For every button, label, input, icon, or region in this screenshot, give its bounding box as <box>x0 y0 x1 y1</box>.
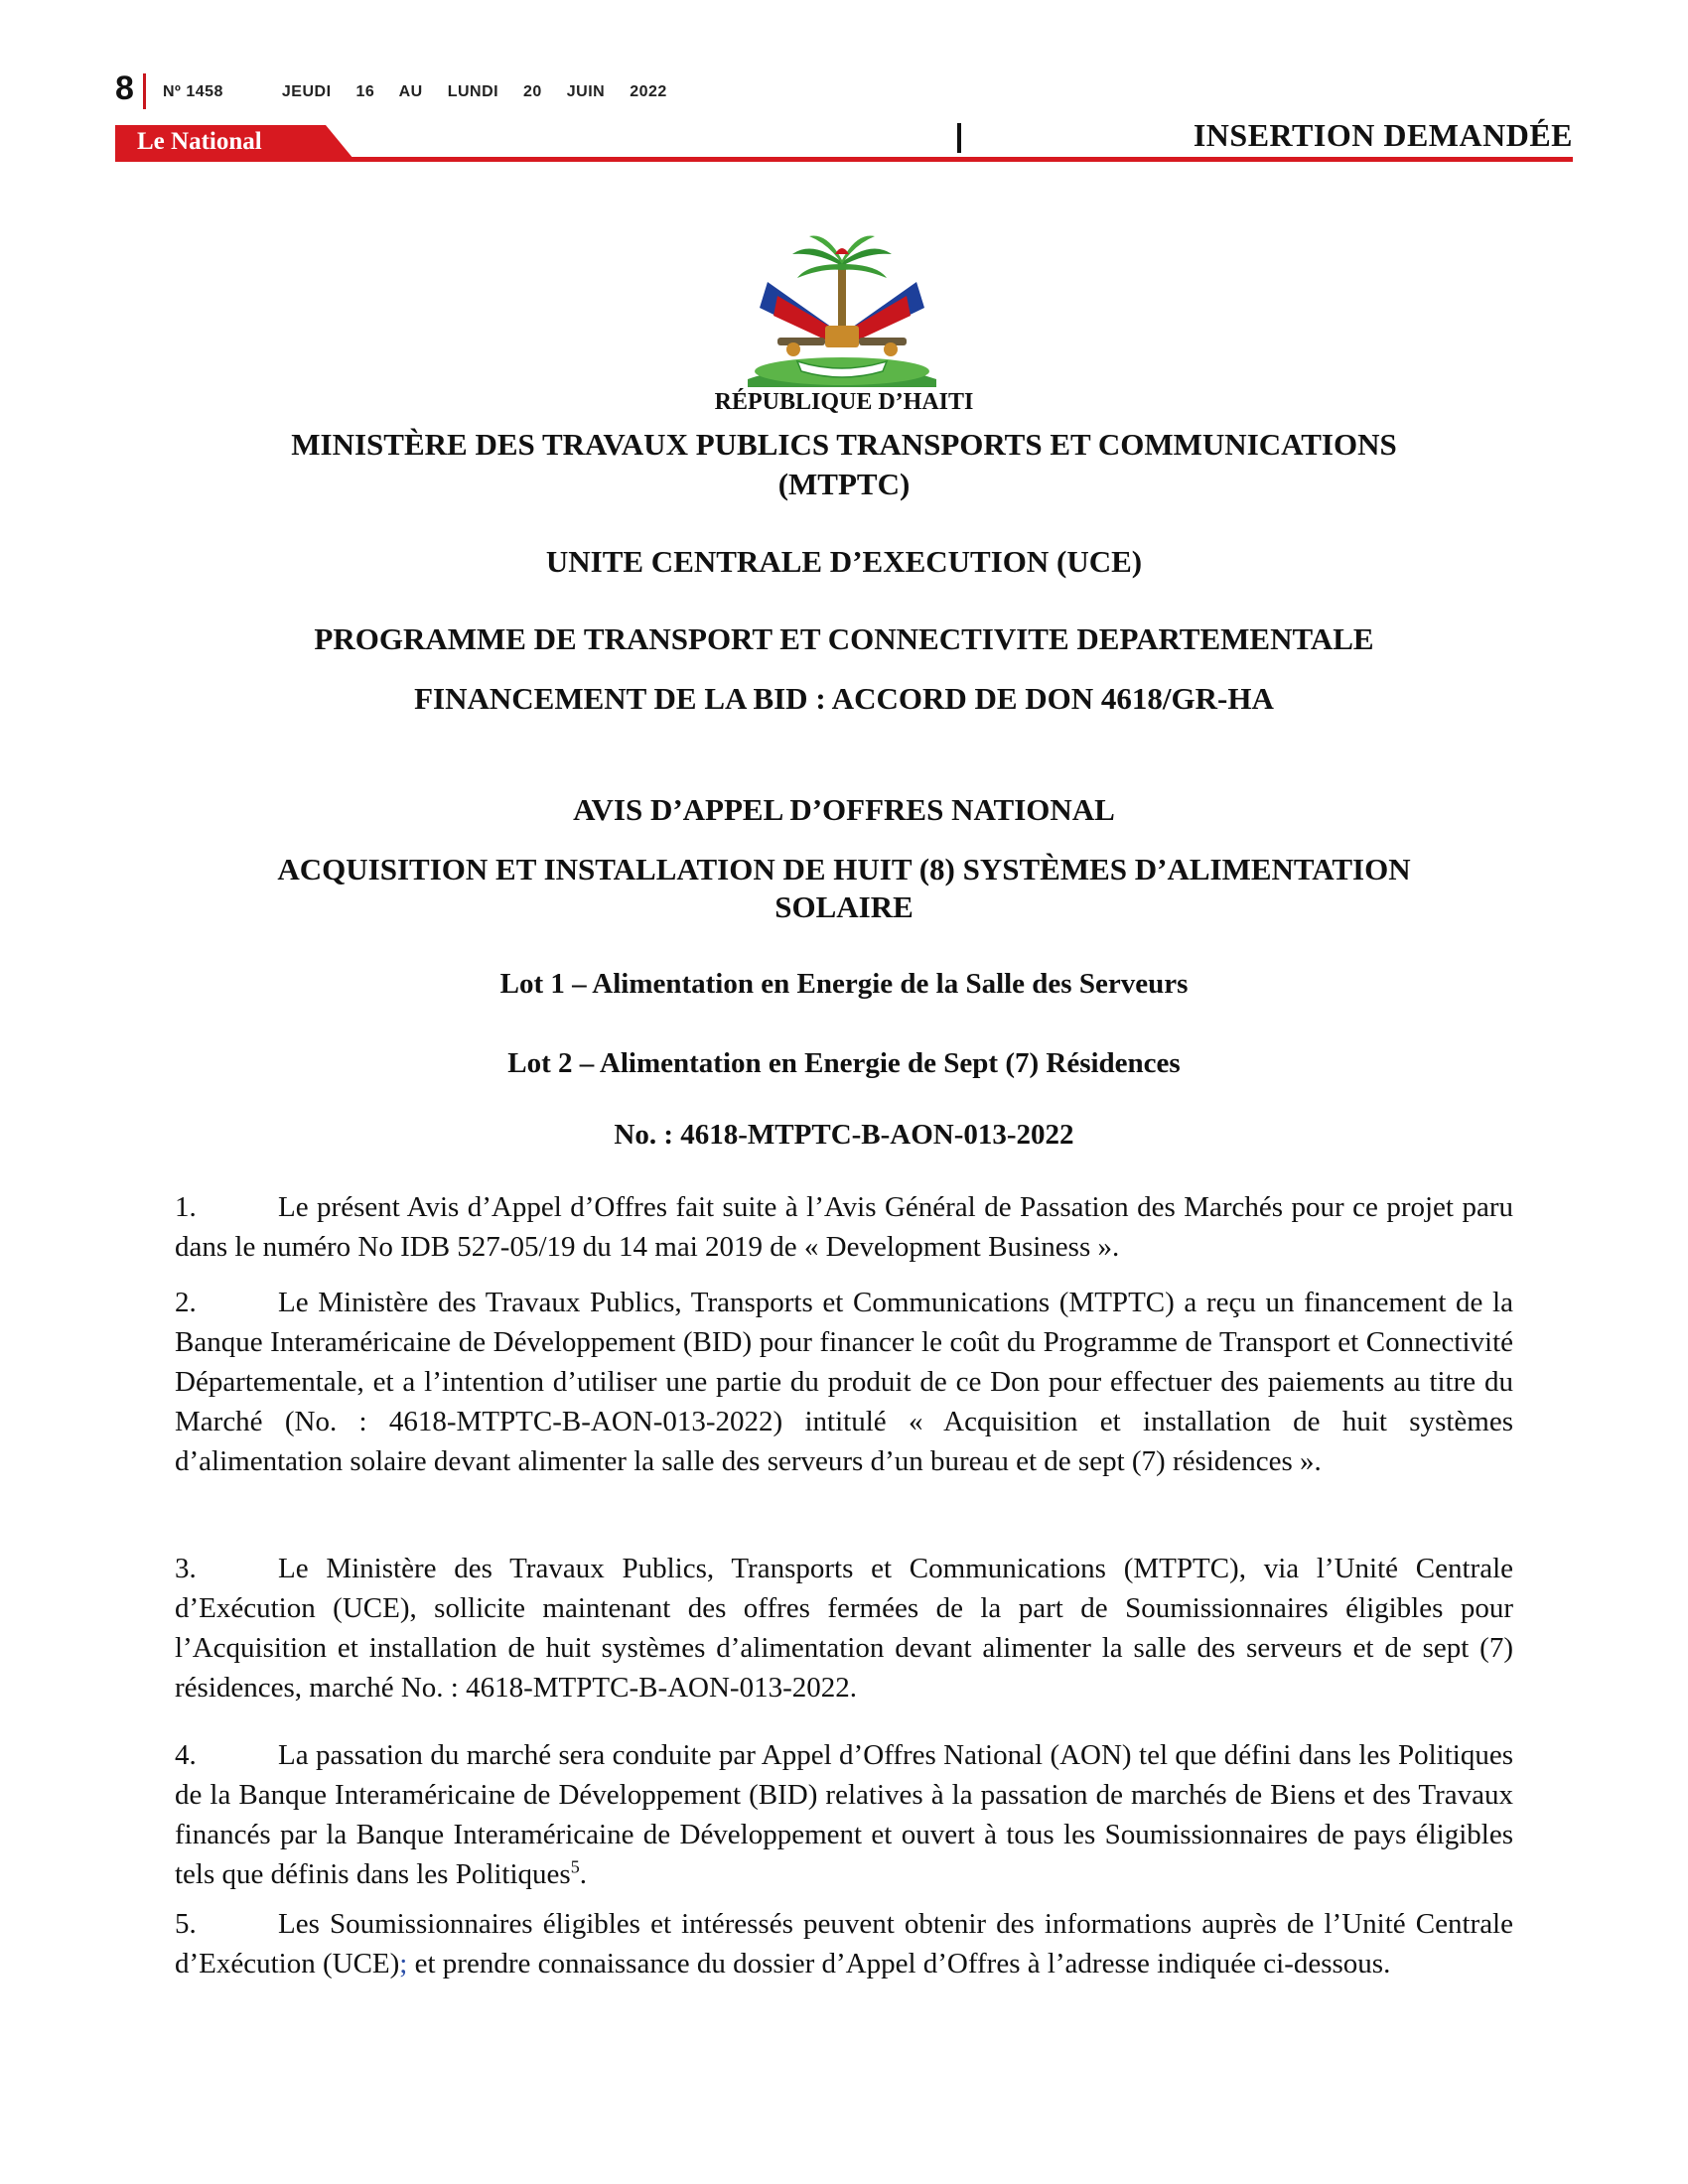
issue-date-line <box>163 83 687 101</box>
issue-number: Nº 1458 <box>163 83 223 100</box>
republic-heading: RÉPUBLIQUE D’HAITI <box>714 389 974 415</box>
paragraph-5 <box>175 1904 1513 1983</box>
ministry-acronym: (MTPTC) <box>777 467 911 501</box>
paragraph-end: . <box>579 1858 587 1890</box>
paragraph-4 <box>175 1735 1513 1894</box>
paragraph-2 <box>175 1283 1513 1481</box>
paragraph-number: 4. <box>175 1739 197 1771</box>
date-part: 16 <box>355 83 375 100</box>
paragraph-text-cont: et prendre connaissance du dossier d’Appel d’Offres à l’adresse indiquée ci-dessous. <box>407 1948 1391 1979</box>
paragraph-text: Le présent Avis d’Appel d’Offres fait suite à l’Avis Général de Passation des Marchés pour ce projet paru dans le numéro No IDB 527-05/19 du 14 mai 2019 de « Development Business ». <box>175 1191 1513 1263</box>
haiti-coat-of-arms-icon <box>738 230 946 389</box>
paragraph-text: Le Ministère des Travaux Publics, Transports et Communications (MTPTC) a reçu un financement de la Banque Interaméricaine de Développement (BID) pour financer le coût du Programme de Transport et Connectivité Départementale, et a l’intention d’utiliser une partie du produit de ce Don pour effectuer des paiements au titre du Marché (No. : 4618-MTPTC-B-AON-013-2022) intitulé « Acquisition et installation de huit systèmes d’alimentation solaire devant alimenter la salle des serveurs d’un bureau et de sept (7) résidences ». <box>175 1287 1513 1477</box>
page-number-divider <box>143 73 146 109</box>
paragraph-3 <box>175 1549 1513 1707</box>
paragraph-number: 5. <box>175 1908 197 1940</box>
paragraph-1 <box>175 1187 1513 1267</box>
date-part: JEUDI <box>281 83 332 100</box>
paragraph-number: 2. <box>175 1287 197 1318</box>
unit-heading: UNITE CENTRALE D’EXECUTION (UCE) <box>545 544 1143 579</box>
subject-heading-cont: SOLAIRE <box>774 889 914 924</box>
masthead <box>115 68 1573 175</box>
lot-2-heading: Lot 2 – Alimentation en Energie de Sept (7) Résidences <box>507 1047 1181 1079</box>
paragraph-text: Les Soumissionnaires éligibles et intéressés peuvent obtenir des informations auprès de l’Unité Centrale d’Exécution (UCE) <box>175 1908 1513 1979</box>
date-part: 2022 <box>630 83 667 100</box>
paragraph-number: 3. <box>175 1553 197 1584</box>
ministry-heading: MINISTÈRE DES TRAVAUX PUBLICS TRANSPORTS ET COMMUNICATIONS <box>291 427 1397 462</box>
paragraph-number: 1. <box>175 1191 197 1223</box>
date-part: AU <box>398 83 423 100</box>
financing-heading: FINANCEMENT DE LA BID : ACCORD DE DON 4618/GR-HA <box>414 681 1274 716</box>
paragraph-text: Le Ministère des Travaux Publics, Transports et Communications (MTPTC), via l’Unité Centrale d’Exécution (UCE), sollicite maintenant des offres fermées de la part de Soumissionnaires éligibles pour l’Acquisition et installation de huit systèmes d’alimentation devant alimenter la salle des serveurs et de sept (7) résidences, marché No. : 4618-MTPTC-B-AON-013-2022. <box>175 1553 1513 1704</box>
newspaper-logo: Le National <box>137 128 262 155</box>
reference-number: No. : 4618-MTPTC-B-AON-013-2022 <box>614 1119 1074 1151</box>
notice-title: AVIS D’APPEL D’OFFRES NATIONAL <box>573 792 1115 827</box>
subject-heading: ACQUISITION ET INSTALLATION DE HUIT (8) SYSTÈMES D’ALIMENTATION <box>277 852 1411 887</box>
column-marker <box>957 123 961 153</box>
program-heading: PROGRAMME DE TRANSPORT ET CONNECTIVITE DEPARTEMENTALE <box>314 621 1374 656</box>
date-part: LUNDI <box>447 83 499 100</box>
lot-1-heading: Lot 1 – Alimentation en Energie de la Salle des Serveurs <box>499 968 1189 1000</box>
footnote-marker: 5 <box>570 1856 580 1877</box>
paragraph-text: La passation du marché sera conduite par Appel d’Offres National (AON) tel que défini dans les Politiques de la Banque Interaméricaine de Développement (BID) relatives à la passation de marchés de Biens et des Travaux financés par la Banque Interaméricaine de Développement et ouvert à tous les Soumissionnaires de pays éligibles tels que définis dans les Politiques <box>175 1739 1513 1890</box>
page-number: 8 <box>115 69 134 107</box>
masthead-rule <box>115 157 1573 162</box>
date-part: JUIN <box>566 83 606 100</box>
date-part: 20 <box>523 83 542 100</box>
semicolon-mark: ; <box>399 1948 408 1979</box>
section-title: INSERTION DEMANDÉE <box>1193 117 1573 153</box>
